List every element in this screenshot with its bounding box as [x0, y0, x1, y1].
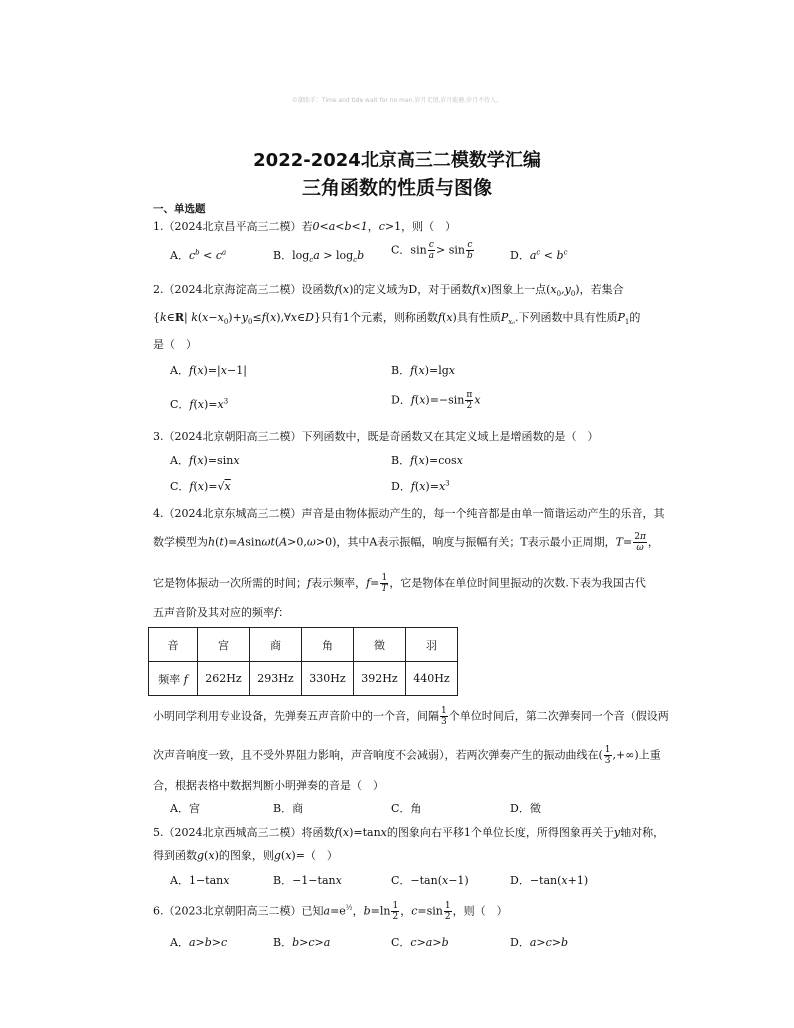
q6-option-a[interactable]: A．a>b>c — [170, 936, 228, 949]
q5-option-a[interactable]: A．1−tanx — [170, 874, 230, 887]
question-4-line-4: 五声音阶及其对应的频率f： — [153, 606, 290, 619]
page-subtitle: 三角函数的性质与图像 — [301, 177, 492, 199]
table-cell: 角 — [302, 628, 354, 662]
table-cell: 392Hz — [354, 662, 406, 696]
q2-option-b[interactable]: B．f(x)=lgx — [391, 364, 455, 377]
question-2-line-2: {k∈R| $k(x-x_0)+y_0\le f(x),\forall x\in D$}只有1个元素，则称函数f(x)具有性质$P_{x_0}$.下列函数中具有性质$P_1$的 — [153, 311, 641, 327]
table-row — [149, 628, 458, 662]
q4-option-d[interactable]: D．徵 — [510, 802, 541, 815]
q6-option-b[interactable]: B．b>c>a — [273, 936, 331, 949]
q3-option-b[interactable]: B．f(x)=cosx — [391, 454, 463, 467]
question-5-line-1: 5.（2024北京西城高三二模）将函数f(x)=tanx的图象向右平移1个单位长度，所得图象再关于y轴对称， — [153, 826, 665, 839]
table-cell: 商 — [250, 628, 302, 662]
question-1: 1.（2024北京昌平高三二模）若0<a<b<1，c>1，则（ ） — [153, 220, 457, 233]
table-cell: 262Hz — [198, 662, 250, 696]
table-cell: 293Hz — [250, 662, 302, 696]
table-cell: 羽 — [406, 628, 458, 662]
section-heading: 一、单选题 — [153, 203, 206, 215]
q6-option-d[interactable]: D．a>c>b — [510, 936, 569, 949]
question-4-line-7: 合，根据表格中数据判断小明弹奏的音是（ ） — [153, 779, 384, 792]
question-4-line-3: 它是物体振动一次所需的时间；f表示频率，f= $\frac{1}{T}$ ，它是物体在单位时间里振动的次数.下表为我国古代 — [153, 573, 646, 594]
q3-option-c[interactable]: C．f(x)=√x — [170, 480, 231, 493]
question-3: 3.（2024北京朝阳高三二模）下列函数中，既是奇函数又在其定义域上是增函数的是（ ） — [153, 430, 599, 443]
q1-option-a[interactable]: A．$c^b < c^a$ — [170, 248, 227, 262]
q3-option-d[interactable]: D．$f(x)=x^3$ — [391, 479, 450, 493]
question-4-line-5: 小明同学利用专业设备，先弹奏五声音阶中的一个音，间隔 $\frac{1}{3}$ 个单位时间后，第二次弹奏同一个音（假设两 — [153, 706, 669, 727]
frequency-table — [148, 627, 458, 696]
q6-option-c[interactable]: C．c>a>b — [391, 936, 449, 949]
q5-option-b[interactable]: B．−1−tanx — [273, 874, 342, 887]
question-4-line-1: 4.（2024北京东城高三二模）声音是由物体振动产生的，每一个纯音都是由单一简谐运动产生的乐音，其 — [153, 507, 665, 520]
question-4-line-6: 次声音响度一致，且不受外界阻力影响，声音响度不会减弱），若两次弹奏产生的振动曲线在( $\frac{1}{3}$ ,+∞)上重 — [153, 745, 661, 766]
q4-option-b[interactable]: B．商 — [273, 802, 304, 815]
table-cell: 宫 — [198, 628, 250, 662]
table-cell: 徵 — [354, 628, 406, 662]
q1-stem: 1.（2024北京昌平高三二模）若 — [153, 220, 313, 233]
question-6: 6.（2023北京朝阳高三二模）已知$a=e^{\frac{1}{2}}$，b=ln $\frac{1}{2}$ ，c=sin $\frac{1}{2}$ ，则（ ） — [153, 901, 508, 922]
q3-option-a[interactable]: A．f(x)=sinx — [170, 454, 240, 467]
q2-option-a[interactable]: A．f(x)=|x−1| — [170, 364, 247, 377]
q4-option-a[interactable]: A．宫 — [170, 802, 200, 815]
table-cell: 频率 f — [149, 662, 198, 696]
question-2-line-1: 2.（2024北京海淀高三二模）设函数f(x)的定义域为D，对于函数f(x)图象上一点$(x_0,y_0)$，若集合 — [153, 283, 624, 299]
q2-option-c[interactable]: C．$f(x)=x^3$ — [170, 397, 229, 411]
watermark: ©潮助手：Time and tide wait for no man.岁月无情,岁月能磨,岁月不待人。 — [291, 97, 503, 104]
q5-option-c[interactable]: C．−tan(x−1) — [391, 874, 469, 887]
q1-option-d[interactable]: D．$a^c < b^c$ — [510, 248, 568, 262]
page-title: 2022-2024北京高三二模数学汇编 — [253, 150, 541, 171]
q5-option-d[interactable]: D．−tan(x+1) — [510, 874, 589, 887]
table-cell: 440Hz — [406, 662, 458, 696]
q4-option-c[interactable]: C．角 — [391, 802, 422, 815]
question-4-line-2: 数学模型为h(t)=Asinωt(A>0,ω>0)，其中A表示振幅，响度与振幅有关；T表示最小正周期，T= $\frac{2\pi}{\omega}$ ， — [153, 532, 659, 553]
table-cell: 330Hz — [302, 662, 354, 696]
table-row — [149, 662, 458, 696]
table-cell: 音 — [149, 628, 198, 662]
q2-option-d[interactable]: D．f(x)=−sin $\frac{\pi}{2}$ x — [391, 390, 481, 411]
q1-option-c[interactable]: C．sin $\frac{c}{a}$ > sin $\frac{c}{b}$ — [391, 240, 473, 261]
q1-option-b[interactable]: B．$\log_ca > \log_cb$ — [273, 249, 365, 265]
question-5-line-2: 得到函数g(x)的图象，则g(x)=（ ） — [153, 849, 338, 862]
question-2-line-3: 是（ ） — [153, 338, 197, 351]
